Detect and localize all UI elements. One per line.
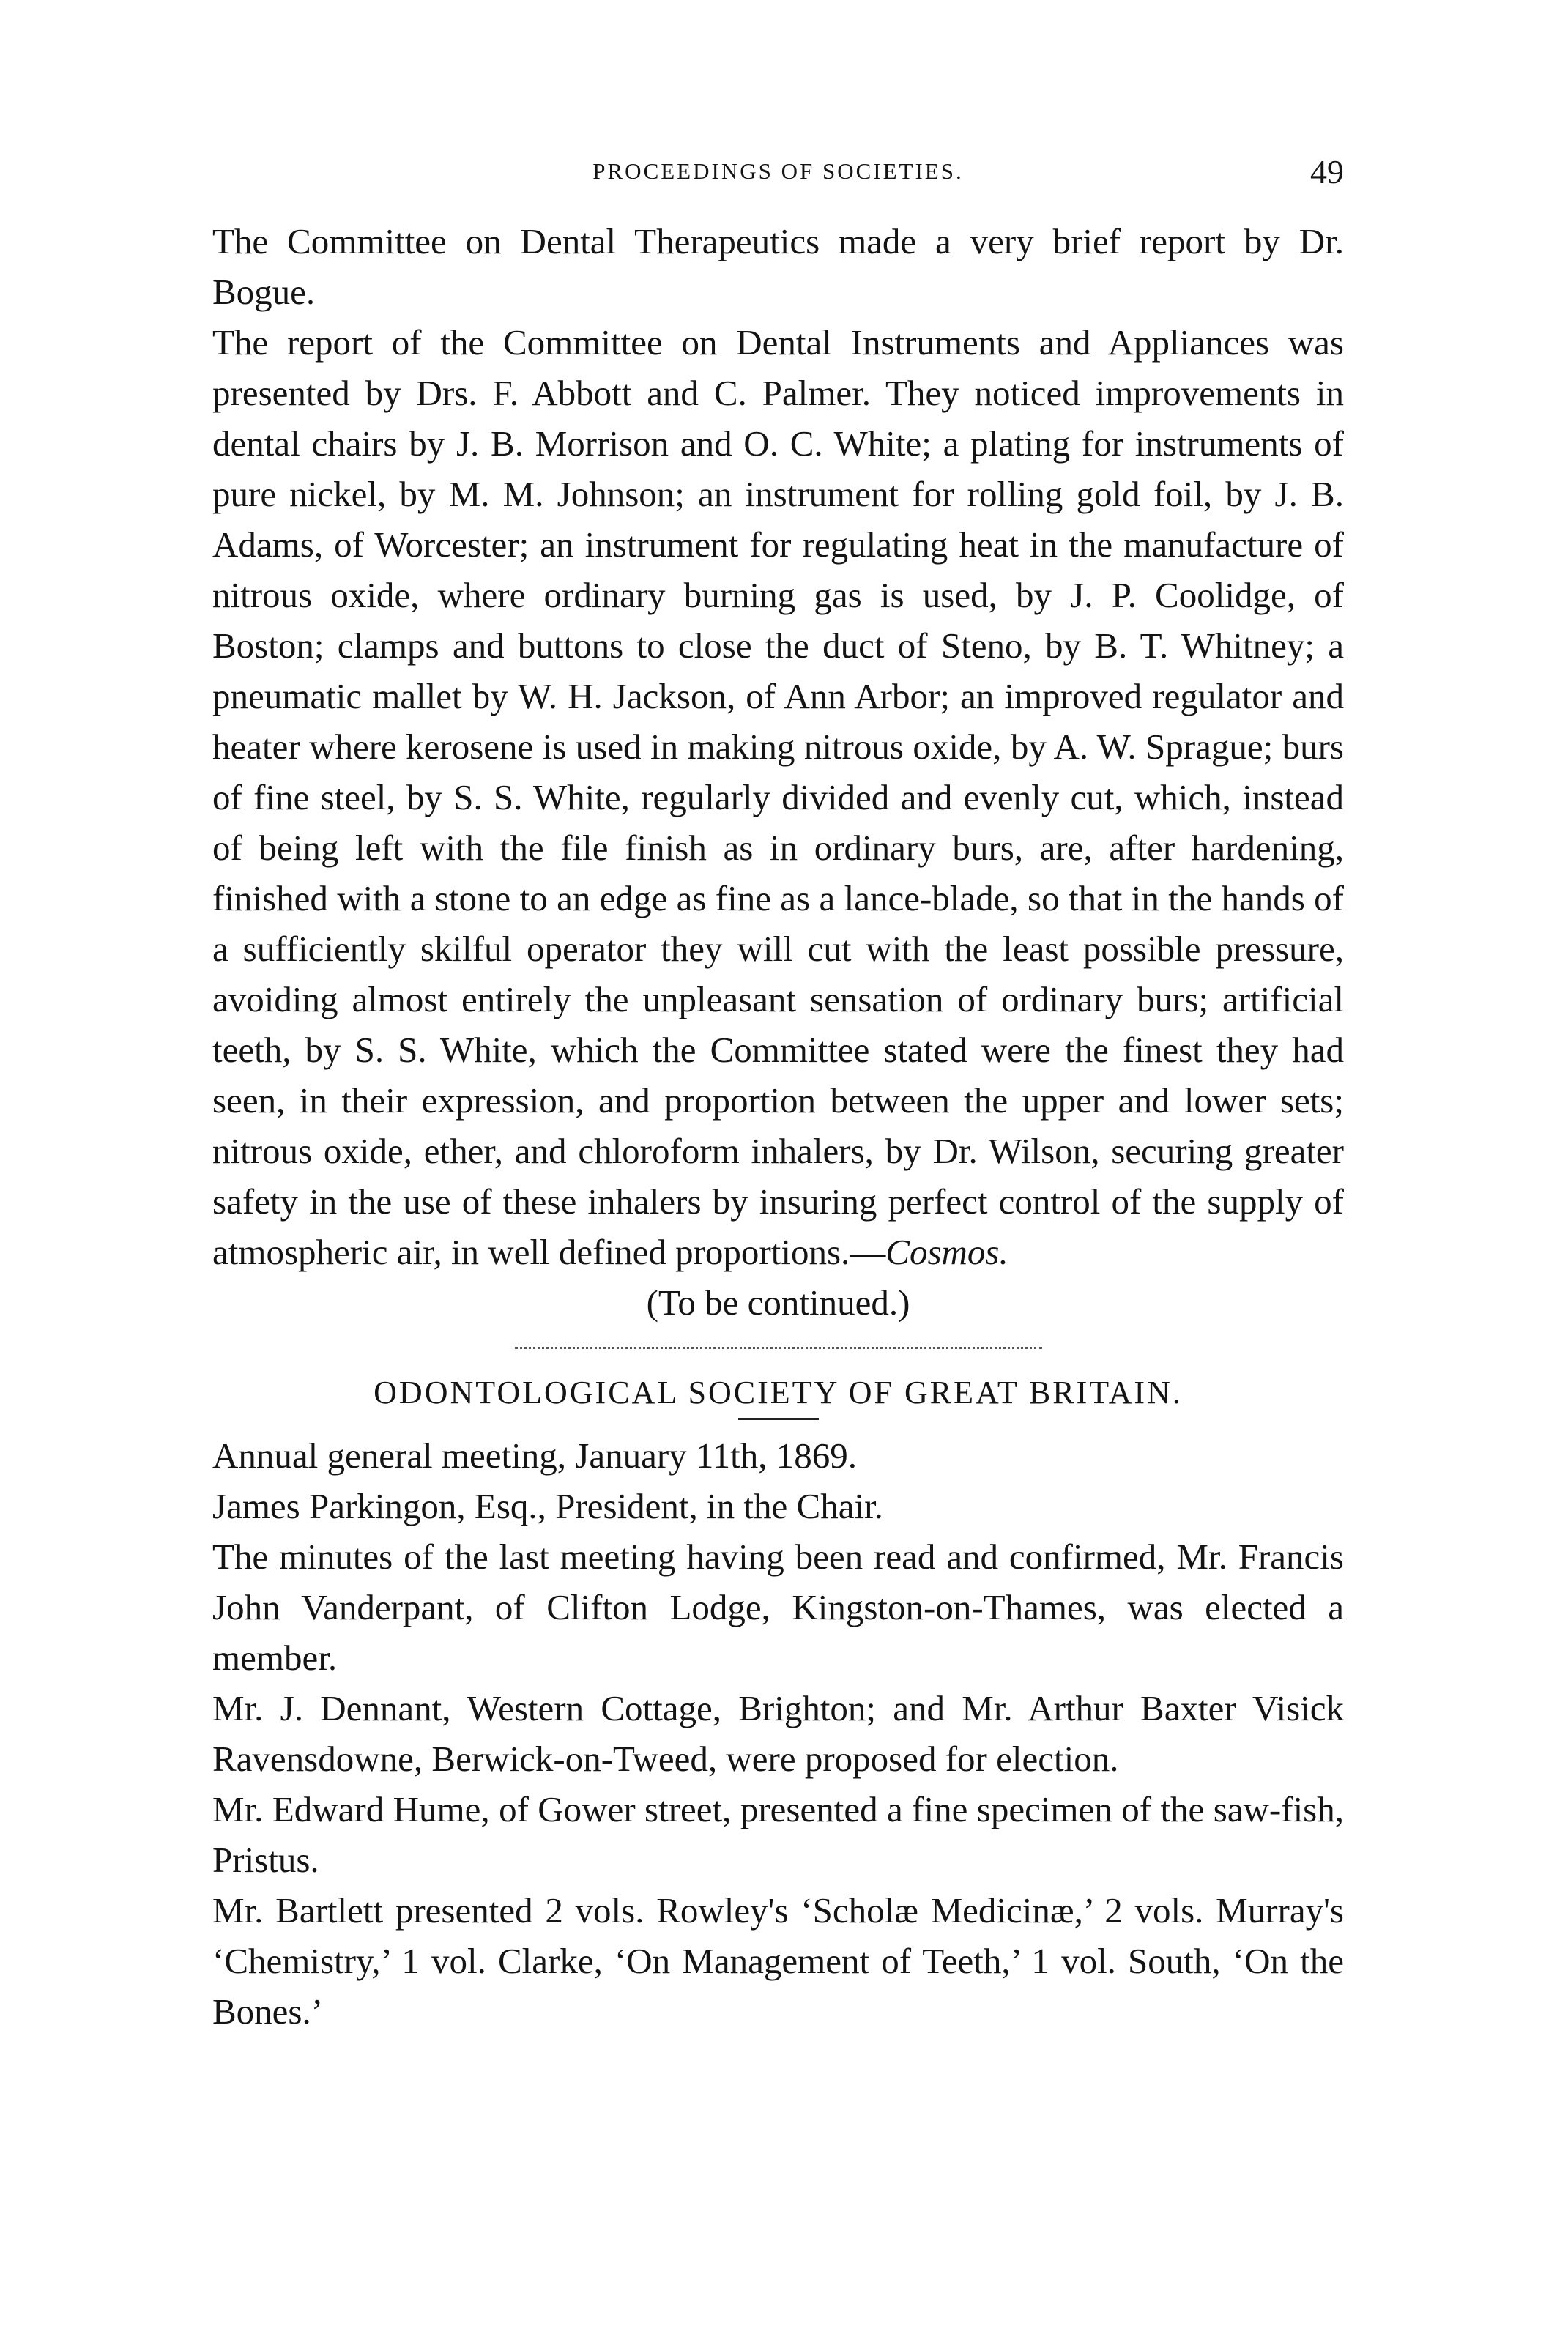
instruments-report-text: The report of the Committee on Dental Instruments and Appliances was presented by Drs. F. Abbott and C. Palmer. They noticed improvements in dental chairs by J. B. Morrison and O. C. White; a plating for instruments of pure nickel, by M. M. Johnson; an instrument for rolling gold foil, by J. B. Adams, of Worcester; an instrument for regulating heat in the manufacture of nitrous oxide, where ordinary burning gas is used, by J. P. Coolidge, of Boston; clamps and buttons to close the duct of Steno, by B. T. Whitney; a pneumatic mallet by W. H. Jackson, of Ann Arbor; an improved regulator and heater where kerosene is used in making nitrous oxide, by A. W. Sprague; burs of fine steel, by S. S. White, regularly divided and evenly cut, which, instead of being left with the file finish as in ordinary burs, are, after hardening, finished with a stone to an edge as fine as a lance-blade, so that in the hands of a sufficiently skilful operator they will cut with the least possible pressure, avoiding almost entirely the unpleasant sensation of ordinary burs; artificial teeth, by S. S. White, which the Committee stated were the finest they had seen, in their expression, and proportion between the upper and lower sets; nitrous oxide, ether, and chloroform inhalers, by Dr. Wilson, securing greater safety in the use of these inhalers by insuring perfect control of the supply of atmospheric air, in well defined proportions.—: [212, 322, 1344, 1272]
page-body: [212, 216, 1344, 2037]
paragraph-therapeutics-report: The Committee on Dental Therapeutics made a very brief report by Dr. Bogue.: [212, 221, 1344, 312]
heading-rule: [738, 1418, 819, 1420]
section-heading: ODONTOLOGICAL SOCIETY OF GREAT BRITAIN.: [374, 1375, 1183, 1411]
paragraph-instruments-report: [212, 317, 1344, 1277]
citation: Cosmos.: [885, 1232, 1008, 1272]
paragraph-chair: James Parkingon, Esq., President, in the Chair.: [212, 1486, 883, 1526]
dotted-divider: [515, 1347, 1042, 1349]
running-head: [212, 153, 1344, 202]
to-be-continued: (To be continued.): [646, 1282, 910, 1323]
paragraph-books: Mr. Bartlett presented 2 vols. Rowley's ‘Scholæ Medicinæ,’ 2 vols. Murray's ‘Chemistry,’ 1 vol. Clarke, ‘On Management of Teeth,’ 1 vol. South, ‘On the Bones.’: [212, 1890, 1344, 2032]
paragraph-meeting-date: Annual general meeting, January 11th, 1869.: [212, 1435, 857, 1476]
paragraph-proposed: Mr. J. Dennant, Western Cottage, Brighton; and Mr. Arthur Baxter Visick Ravensdowne, Berwick-on-Tweed, were proposed for election.: [212, 1688, 1344, 1779]
running-title: PROCEEDINGS OF SOCIETIES.: [592, 158, 964, 184]
paragraph-sawfish: Mr. Edward Hume, of Gower street, presented a fine specimen of the saw-fish, Pristus.: [212, 1789, 1344, 1880]
page-number: 49: [1310, 153, 1344, 190]
paragraph-minutes: The minutes of the last meeting having been read and confirmed, Mr. Francis John Vanderpant, of Clifton Lodge, Kingston-on-Thames, was elected a member.: [212, 1537, 1344, 1678]
